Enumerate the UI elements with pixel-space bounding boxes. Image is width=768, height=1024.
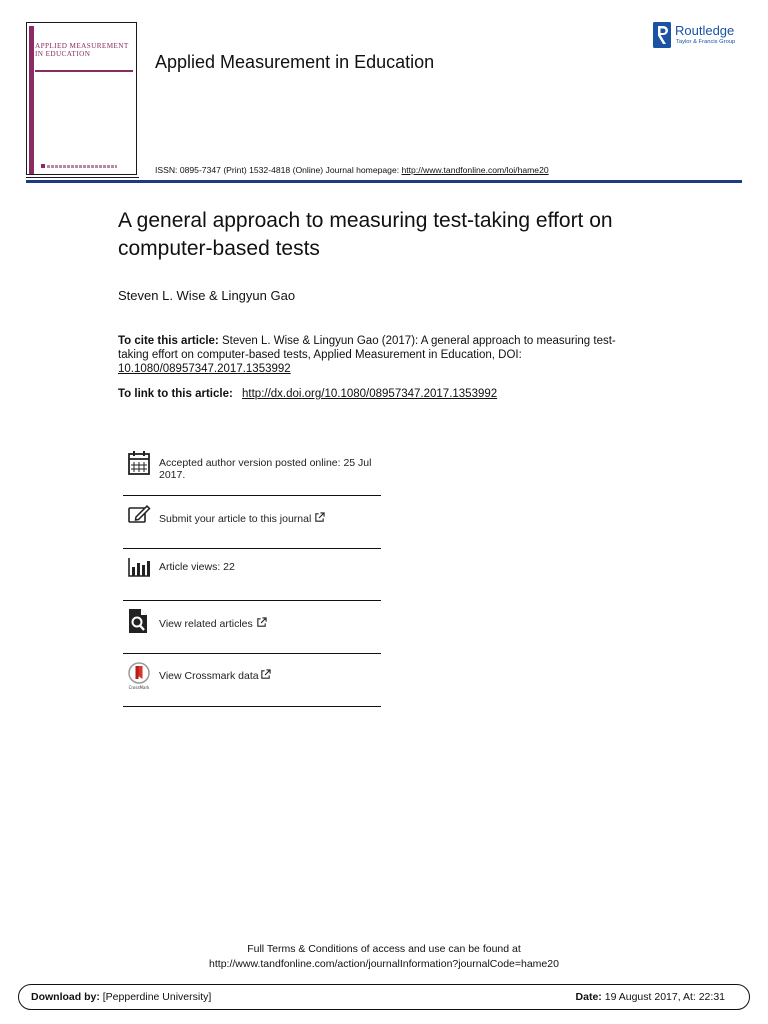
journal-cover-thumbnail [26,22,137,175]
cite-label: To cite this article: [118,335,219,347]
download-by-value: [Pepperdine University] [99,991,212,1003]
cover-title: APPLIED MEASUREMENT IN EDUCATION [35,42,129,58]
download-date-label: Date: [575,991,602,1003]
download-info-bar [18,984,750,1010]
citation-block [118,334,638,376]
accepted-version-text: Accepted author version posted online: 25 Jul 2017. [159,457,372,481]
related-articles-row[interactable] [123,601,381,654]
header-divider [26,180,742,183]
issn-text: ISSN: 0895-7347 (Print) 1532-4818 (Online) Journal homepage: [155,165,402,175]
routledge-logo [653,22,671,48]
submit-article-link[interactable] [159,512,379,525]
related-articles-link[interactable] [159,617,379,630]
terms-line-1: Full Terms & Conditions of access and use can be found at [247,943,521,955]
submit-article-label: Submit your article to this journal [159,513,312,525]
terms-notice [0,942,768,972]
journal-title: Applied Measurement in Education [155,52,435,72]
publisher-subtitle: Taylor & Francis Group [676,39,736,45]
download-by-label: Download by: [31,991,100,1003]
article-views-text: Article views: 22 [159,561,235,573]
submit-article-row[interactable] [123,496,381,549]
publisher-logo[interactable] [653,20,748,50]
journal-homepage-link[interactable]: http://www.tandfonline.com/loi/hame20 [401,165,549,175]
document-search-icon [127,608,151,634]
svg-text:CrossMark: CrossMark [128,685,150,690]
external-link-icon [314,512,325,523]
bar-chart-icon [127,554,151,580]
calendar-icon [127,450,151,476]
article-link-line [118,388,497,400]
pencil-edit-icon [127,502,151,528]
publisher-name: Routledge [675,23,735,38]
cover-rule [35,70,133,72]
crossmark-label: View Crossmark data [159,670,259,682]
cover-publisher-mark [41,164,45,168]
cite-text: Steven L. Wise & Lingyun Gao (2017): A general approach to measuring test-taking effort on computer-based tests, Applied Measurement in Education, DOI: [118,335,616,361]
article-views-row [123,549,381,601]
related-articles-label: View related articles [159,618,253,630]
external-link-icon [256,617,267,628]
article-title: A general approach to measuring test-taking effort on computer-based tests [118,209,613,260]
crossmark-row[interactable] [123,654,381,707]
cover-footer-text [47,165,117,168]
accepted-version-row [123,445,381,496]
crossmark-icon [127,662,151,690]
download-date [576,991,725,1003]
external-link-icon [260,669,271,680]
link-label: To link to this article: [118,388,233,400]
download-by [31,991,211,1003]
download-date-value: 19 August 2017, At: 22:31 [601,991,725,1003]
cite-doi-link[interactable]: 10.1080/08957347.2017.1353992 [118,363,291,375]
crossmark-link[interactable] [159,669,379,682]
article-authors: Steven L. Wise & Lingyun Gao [118,288,296,303]
terms-url-link[interactable]: http://www.tandfonline.com/action/journalInformation?journalCode=hame20 [209,958,559,970]
cover-accent-bar [29,26,34,174]
article-doi-link[interactable]: http://dx.doi.org/10.1080/08957347.2017.1353992 [242,388,498,400]
issn-line [155,165,549,175]
cover-base-rule [26,177,139,178]
